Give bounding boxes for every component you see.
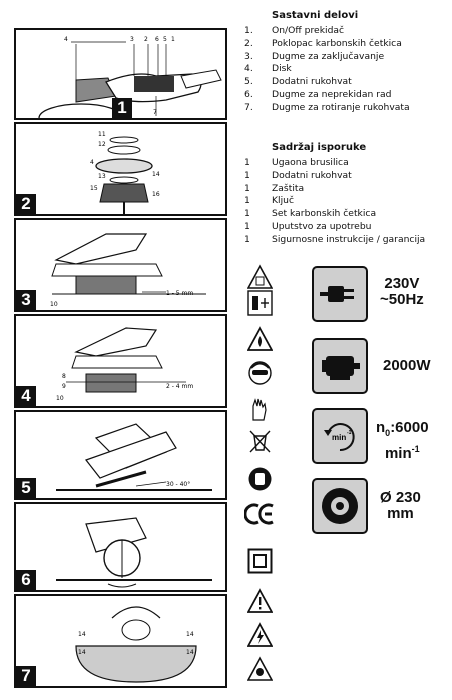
list-item: 1 Ključ	[244, 195, 295, 207]
frequency-value: ~50Hz	[380, 291, 424, 308]
callout-label: 14	[78, 649, 86, 656]
callout-label: 3	[130, 36, 134, 43]
speed-icon-label: min	[332, 433, 347, 442]
read-manual-icon	[247, 264, 273, 290]
list-item: 1 Ugaona brusilica	[244, 157, 349, 168]
callout-label: 14	[186, 649, 194, 656]
callout-label: 14	[152, 171, 160, 178]
figure-number: 2	[16, 194, 36, 214]
weee-bin-icon	[247, 428, 273, 454]
delivery-list	[244, 157, 425, 247]
callout-label: 2 - 4 mm	[166, 383, 194, 390]
list-item: 2. Poklopac karbonskih četkica	[244, 37, 402, 49]
figure-2	[14, 122, 227, 216]
callout-label: 5	[163, 36, 167, 43]
callout-label: 10	[56, 395, 64, 402]
callout-label: 1 - 5 mm	[166, 290, 194, 297]
callout-label: 2	[144, 36, 148, 43]
disc-spec	[380, 490, 421, 522]
speed-spec	[376, 420, 429, 462]
disc-box	[312, 478, 368, 534]
speed-box	[312, 408, 368, 464]
figure-number: 4	[16, 386, 36, 406]
figure-1	[14, 28, 227, 120]
electric-shock-icon	[247, 622, 273, 648]
eye-ear-protection-icon	[247, 360, 273, 386]
callout-label: 6	[155, 36, 159, 43]
flange-assembly-illustration	[16, 316, 225, 406]
gloves-icon	[247, 396, 273, 422]
figure-number: 5	[16, 478, 36, 498]
list-item: 1. On/Off prekidač	[244, 25, 345, 36]
disc-icon	[314, 480, 366, 532]
disc-diameter: Ø 230	[380, 489, 421, 506]
ce-mark-icon	[244, 500, 276, 528]
speed-icon-exp: -1	[347, 430, 352, 436]
callout-label: 1	[171, 36, 175, 43]
power-box	[312, 338, 368, 394]
list-item: 4. Disk	[244, 63, 292, 75]
figure-7	[14, 594, 227, 688]
list-item: 1 Set karbonskih četkica	[244, 208, 377, 220]
callout-label: 4	[90, 159, 94, 166]
speed-exp: -1	[411, 444, 420, 454]
callout-label: 7	[153, 109, 157, 116]
speed-value: :6000	[390, 419, 429, 436]
power-value: 2000W	[383, 357, 431, 374]
speed-prefix: n	[376, 419, 386, 436]
delivery-title: Sadržaj isporuke	[272, 142, 367, 153]
figure-6	[14, 502, 227, 592]
list-item: 1 Dodatni rukohvat	[244, 169, 352, 181]
figure-3	[14, 218, 227, 312]
list-item: 3. Dugme za zaključavanje	[244, 50, 385, 62]
callout-label: 11	[98, 131, 106, 138]
earth-ground-icon	[247, 290, 273, 316]
list-item: 1 Sigurnosne instrukcije / garancija	[244, 233, 426, 245]
parts-list	[244, 25, 410, 115]
callout-label: 13	[98, 173, 106, 180]
motor-icon	[314, 340, 366, 392]
voltage-box	[312, 266, 368, 322]
figure-4	[14, 314, 227, 408]
callout-label: 30 - 40°	[166, 481, 191, 488]
guard-adjust-illustration	[16, 220, 225, 310]
list-item: 5. Dodatni rukohvat	[244, 76, 352, 88]
no-dust-icon	[247, 466, 273, 492]
list-item: 6. Dugme za neprekidan rad	[244, 88, 392, 100]
figure-number: 6	[16, 570, 36, 590]
figure-5	[14, 410, 227, 500]
parts-title: Sastavni delovi	[272, 10, 359, 21]
callout-label: 8	[62, 373, 66, 380]
double-insulation-icon	[247, 548, 273, 574]
callout-label: 12	[98, 141, 106, 148]
callout-label: 16	[152, 191, 160, 198]
list-item: 7. Dugme za rotiranje rukohvata	[244, 101, 410, 113]
guard-rotation-illustration	[16, 596, 225, 686]
callout-label: 4	[64, 36, 68, 43]
voltage-value: 230V	[384, 275, 420, 292]
figure-number: 1	[112, 98, 132, 118]
speed-unit: min	[384, 445, 412, 462]
callout-label: 15	[90, 185, 98, 192]
speed-sub: 0	[385, 428, 391, 438]
plug-icon	[314, 268, 366, 320]
fire-hazard-icon	[247, 326, 273, 352]
figure-number: 7	[16, 666, 36, 686]
callout-label: 10	[50, 301, 58, 308]
disc-assembly-illustration	[16, 124, 225, 214]
grinding-angle-illustration	[16, 412, 225, 498]
rotation-icon	[314, 410, 366, 462]
callout-label: 14	[78, 631, 86, 638]
voltage-spec	[380, 276, 424, 308]
list-item: 1 Zaštita	[244, 182, 305, 194]
figure-number: 3	[16, 290, 36, 310]
callout-label: 9	[62, 383, 66, 390]
callout-label: 14	[186, 631, 194, 638]
dust-mask-icon	[247, 656, 273, 682]
warning-icon	[247, 588, 273, 614]
list-item: 1 Uputstvo za upotrebu	[244, 220, 372, 232]
disc-unit: mm	[387, 505, 414, 522]
cutting-illustration	[16, 504, 225, 590]
